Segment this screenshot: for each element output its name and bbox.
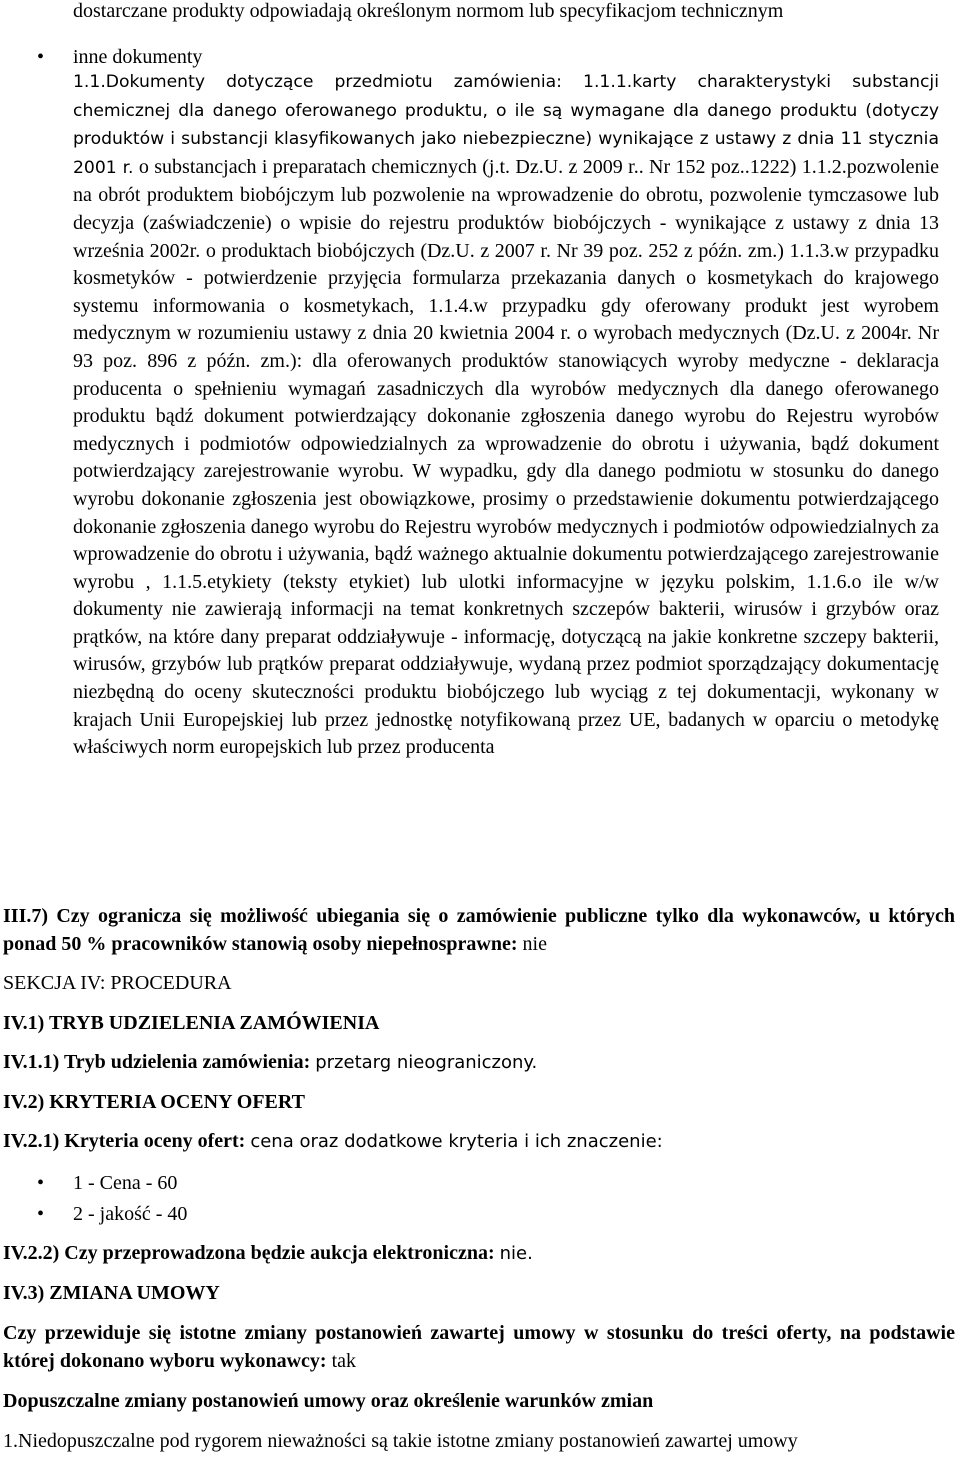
section-4-1-heading: IV.1) TRYB UDZIELENIA ZAMÓWIENIA bbox=[3, 1012, 380, 1034]
documents-intro: 1.1.Dokumenty dotyczące przedmiotu zamówienia: 1.1.1. bbox=[73, 72, 633, 92]
criterion-price-text: 1 - Cena - 60 bbox=[73, 1172, 178, 1194]
section-4-2-heading: IV.2) KRYTERIA OCENY OFERT bbox=[3, 1091, 305, 1113]
section-4-1-1-value: przetarg nieograniczony. bbox=[315, 1052, 538, 1073]
section-3-7-answer: nie bbox=[522, 932, 547, 955]
section-4-3-heading: IV.3) ZMIANA UMOWY bbox=[3, 1282, 220, 1304]
section-3-7 bbox=[3, 903, 955, 958]
section-4-3-question-label: Czy przewiduje się istotne zmiany postanowień zawartej umowy w stosunku do treści oferty, na podstawie której dokonano wyboru wykonawcy: bbox=[3, 1322, 955, 1372]
section-4-3-allowed-changes: Dopuszczalne zmiany postanowień umowy oraz określenie warunków zmian bbox=[3, 1390, 654, 1412]
section-4-2-1-value: cena oraz dodatkowe kryteria i ich znaczenie: bbox=[250, 1131, 663, 1152]
bullet-dot: • bbox=[37, 1172, 45, 1194]
section-3-7-question: III.7) Czy ogranicza się możliwość ubiegania się o zamówienie publiczne tylko dla wykonawców, u których ponad 50 % pracowników stanowią osoby niepełnosprawne: bbox=[3, 905, 955, 955]
documents-remaining-text: o substancjach i preparatach chemicznych (j.t. Dz.U. z 2009 r.. Nr 152 poz..1222) 1.1.2.pozwolenie na obrót produktem biobójczym lub pozwolenie na wprowadzenie do obrotu, pozwolenie tymczasowe lub decyzja (zaświadczenie) o wpisie do rejestru produktów biobójczych - wynikające z ustawy z dnia 13 września 2002r. o produktach biobójczych (Dz.U. z 2007 r. Nr 39 poz. 252 z późn. zm.) 1.1.3.w przypadku kosmetyków - potwierdzenie przyjęcia formularza przekazania danych o kosmetykach do krajowego systemu informowania o kosmetykach, 1.1.4.w przypadku gdy oferowany produkt jest wyrobem medycznym w rozumieniu ustawy z dnia 20 kwietnia 2004 r. o wyrobach medycznych (Dz.U. z 2004r. Nr 93 poz. 896 z późn. zm.): dla oferowanych produktów stanowiących wyroby medyczne - deklaracja producenta o spełnieniu wymagań zasadniczych dla wyrobów medycznych dla danego oferowanego produktu bądź dokument potwierdzający dokonanie zgłoszenia danego wyrobu do Rejestru wyrobów medycznych i podmiotów odpowiedzialnych za wprowadzenie do obrotu i używania, bądź dokument potwierdzający zarejestrowanie wyrobu. W wypadku, gdy dla danego podmiotu w stosunku do danego wyrobu dokonanie zgłoszenia jest obowiązkowe, prosimy o przedstawienie dokumentu potwierdzającego dokonanie zgłoszenia danego wyrobu do Rejestru wyrobów medycznych i podmiotów odpowiedzialnych za wprowadzenie do obrotu i używania, bądź ważnego aktualnie dokumentu potwierdzającego zarejestrowanie wyrobu , 1.1.5.etykiety (teksty etykiet) lub ulotki informacyjne w języku polskim, 1.1.6.o ile w/w dokumenty nie zawierają informacji na temat konkretnych szczepów bakterii, wirusów i grzybów oraz prątków, na które dany preparat oddziaływuje - informację, dotyczącą na jakie konkretne szczepy bakterii, wirusów, grzybów lub prątków preparat oddziaływuje, wydaną przez podmiot sporządzający dokumentację niezbędną do oceny skuteczności produktu biobójczego lub wyciąg z tej dokumentacji, wykonany w krajach Unii Europejskiej lub przez jednostkę notyfikowaną przez UE, badanych w oparciu o metodykę właściwych norm europejskich lub przez producenta bbox=[73, 155, 939, 759]
safety-sheets-text: karty charakterystyki substancji chemicznej dla danego oferowanego produktu, o ile są wymagane dla danego produktu (dotyczy produktów i substancji klasyfikowanych jako niebezpieczne) wynikające z ustawy z dnia 11 stycznia 2001 r. bbox=[73, 72, 939, 178]
section-4-heading: SEKCJA IV: PROCEDURA bbox=[3, 972, 232, 994]
section-4-2-2 bbox=[3, 1240, 955, 1268]
section-4-2-1 bbox=[3, 1128, 955, 1156]
section-4-2-2-value: nie. bbox=[499, 1243, 533, 1264]
bullet-other-documents-text: inne dokumenty bbox=[73, 46, 203, 68]
bullet-dot: • bbox=[37, 46, 45, 68]
section-4-1-1 bbox=[3, 1049, 955, 1077]
section-4-2-1-label: IV.2.1) Kryteria oceny ofert: bbox=[3, 1130, 246, 1152]
last-line: 1.Niedopuszczalne pod rygorem nieważności są takie istotne zmiany postanowień zawartej umowy bbox=[3, 1430, 798, 1452]
section-4-3-question-value: tak bbox=[331, 1349, 357, 1372]
documents-paragraph bbox=[73, 68, 939, 762]
section-4-3-question bbox=[3, 1320, 955, 1375]
bullet-dot: • bbox=[37, 1203, 45, 1225]
spec-compliance-line: dostarczane produkty odpowiadają określonym normom lub specyfikacjom technicznym bbox=[73, 0, 784, 22]
criterion-quality-text: 2 - jakość - 40 bbox=[73, 1203, 188, 1225]
section-4-1-1-label: IV.1.1) Tryb udzielenia zamówienia: bbox=[3, 1051, 311, 1073]
section-4-2-2-label: IV.2.2) Czy przeprowadzona będzie aukcja elektroniczna: bbox=[3, 1242, 495, 1264]
